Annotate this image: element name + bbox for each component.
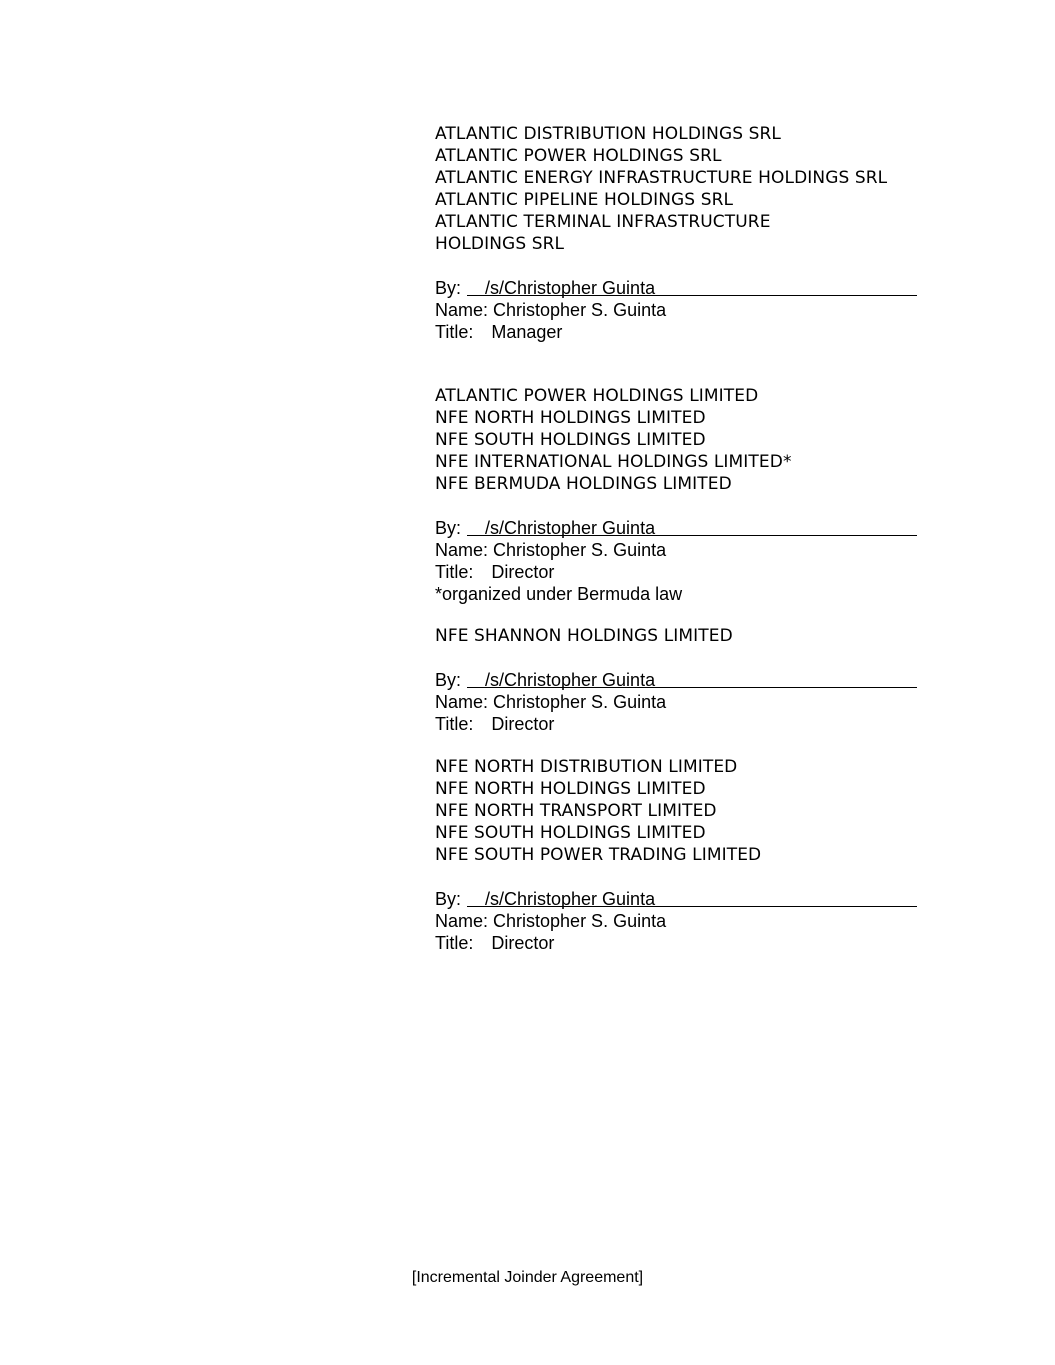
signature-line	[435, 669, 917, 691]
signer-name: Name: Christopher S. Guinta	[435, 300, 667, 320]
signature-line	[435, 888, 917, 910]
signer-title	[435, 713, 917, 735]
by-label: By:	[435, 278, 462, 298]
signer-name: Name: Christopher S. Guinta	[435, 540, 667, 560]
by-label: By:	[435, 518, 462, 538]
entity-name: NFE SHANNON HOLDINGS LIMITED	[435, 626, 733, 646]
title-label: Title:	[435, 714, 474, 734]
signature-rule	[467, 906, 917, 907]
signature-rule	[467, 295, 917, 296]
entity-name: NFE BERMUDA HOLDINGS LIMITED	[435, 474, 732, 494]
title-value: Director	[491, 714, 555, 734]
title-value: Manager	[491, 322, 563, 342]
entity-name: ATLANTIC TERMINAL INFRASTRUCTURE HOLDINGS SRL	[435, 212, 771, 254]
page-footer: [Incremental Joinder Agreement]	[411, 1269, 644, 1286]
jurisdiction-note: *organized under Bermuda law	[435, 584, 683, 604]
entity-name: ATLANTIC POWER HOLDINGS SRL	[435, 146, 722, 166]
entity-name: NFE SOUTH HOLDINGS LIMITED	[435, 430, 706, 450]
signature-value: /s/Christopher Guinta	[485, 278, 656, 298]
entity-name: NFE NORTH TRANSPORT LIMITED	[435, 801, 717, 821]
signer-title	[435, 932, 917, 954]
signature-block-3	[435, 625, 917, 735]
by-label: By:	[435, 670, 462, 690]
entity-name: NFE NORTH DISTRIBUTION LIMITED	[435, 757, 738, 777]
signature-block-1	[435, 123, 917, 343]
entity-name: NFE INTERNATIONAL HOLDINGS LIMITED*	[435, 452, 792, 472]
entity-name: NFE NORTH HOLDINGS LIMITED	[435, 408, 706, 428]
entity-name: NFE NORTH HOLDINGS LIMITED	[435, 779, 706, 799]
entity-name: ATLANTIC POWER HOLDINGS LIMITED	[435, 386, 759, 406]
title-value: Director	[491, 562, 555, 582]
signature-value: /s/Christopher Guinta	[485, 889, 656, 909]
title-label: Title:	[435, 933, 474, 953]
signature-line	[435, 277, 917, 299]
entity-name: NFE SOUTH POWER TRADING LIMITED	[435, 845, 762, 865]
signature-line	[435, 517, 917, 539]
entity-name: ATLANTIC PIPELINE HOLDINGS SRL	[435, 190, 734, 210]
signature-rule	[467, 535, 917, 536]
title-label: Title:	[435, 562, 474, 582]
entity-name: ATLANTIC ENERGY INFRASTRUCTURE HOLDINGS SRL	[435, 168, 888, 188]
signature-value: /s/Christopher Guinta	[485, 670, 656, 690]
title-value: Director	[491, 933, 555, 953]
signature-rule	[467, 687, 917, 688]
title-label: Title:	[435, 322, 474, 342]
signature-block-2	[435, 385, 917, 605]
signer-name: Name: Christopher S. Guinta	[435, 692, 667, 712]
entity-name: NFE SOUTH HOLDINGS LIMITED	[435, 823, 706, 843]
signer-name: Name: Christopher S. Guinta	[435, 911, 667, 931]
signature-block-4	[435, 756, 917, 954]
signer-title	[435, 321, 917, 343]
signer-title	[435, 561, 917, 583]
signature-value: /s/Christopher Guinta	[485, 518, 656, 538]
by-label: By:	[435, 889, 462, 909]
entity-name: ATLANTIC DISTRIBUTION HOLDINGS SRL	[435, 124, 781, 144]
